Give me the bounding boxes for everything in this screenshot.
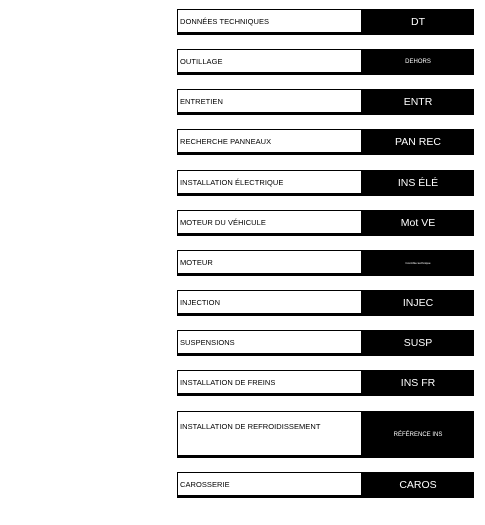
tab-label: DONNÉES TECHNIQUES [180, 16, 270, 26]
tab-injection[interactable] [177, 290, 474, 316]
tab-code: PAN REC [395, 136, 441, 148]
tab-label-box [178, 371, 361, 393]
tab-label-box [178, 331, 361, 353]
tab-label: INSTALLATION DE REFROIDISSEMENT [180, 422, 321, 431]
tab-carosserie[interactable] [177, 472, 474, 498]
tab-label-box [178, 10, 361, 32]
tab-code: ENTR [403, 96, 433, 108]
tab-code: DEHORS [405, 59, 431, 65]
tab-label: INJECTION [180, 297, 221, 307]
tab-label-box [178, 171, 361, 193]
tab-label-box [178, 291, 361, 313]
tab-label: OUTILLAGE [180, 56, 223, 66]
tab-label: MOTEUR [180, 257, 213, 267]
tab-code: INS ÉLÉ [397, 177, 439, 189]
tab-code: Mot VE [400, 217, 436, 229]
tab-donnees-techniques[interactable] [177, 9, 474, 35]
tab-moteur[interactable] [177, 250, 474, 276]
tab-label: CAROSSERIE [180, 479, 230, 489]
tab-label: ENTRETIEN [180, 96, 223, 106]
tab-code: INJEC [402, 297, 434, 309]
tab-label: INSTALLATION DE FREINS [180, 377, 276, 387]
tab-label: SUSPENSIONS [180, 337, 235, 347]
tab-installation-electrique[interactable] [177, 170, 474, 196]
tab-installation-de-freins[interactable] [177, 370, 474, 396]
tab-label-box [178, 473, 361, 495]
tab-label-box [178, 130, 361, 152]
tab-label: RECHERCHE PANNEAUX [180, 136, 272, 146]
tab-label-box [178, 412, 361, 455]
tab-outillage[interactable] [177, 49, 474, 75]
section-tab-list [177, 0, 474, 525]
tab-moteur-du-vehicule[interactable] [177, 210, 474, 236]
tab-label-box [178, 90, 361, 112]
tab-recherche-panneaux[interactable] [177, 129, 474, 155]
tab-code: CAROS [399, 479, 437, 491]
tab-entretien[interactable] [177, 89, 474, 115]
tab-code: SUSP [403, 337, 433, 349]
tab-code: Contrôle technique [405, 261, 431, 265]
tab-label-box [178, 211, 361, 233]
tab-installation-de-refroidissement[interactable] [177, 411, 474, 458]
tab-code: INS FR [400, 377, 436, 389]
tab-label-box [178, 251, 361, 273]
tab-label: INSTALLATION ÉLECTRIQUE [180, 177, 284, 187]
tab-code: DT [411, 16, 425, 28]
tab-label: MOTEUR DU VÉHICULE [180, 217, 266, 227]
tab-suspensions[interactable] [177, 330, 474, 356]
tab-code: RÉFÉRENCE INS [393, 431, 443, 438]
tab-label-box [178, 50, 361, 72]
